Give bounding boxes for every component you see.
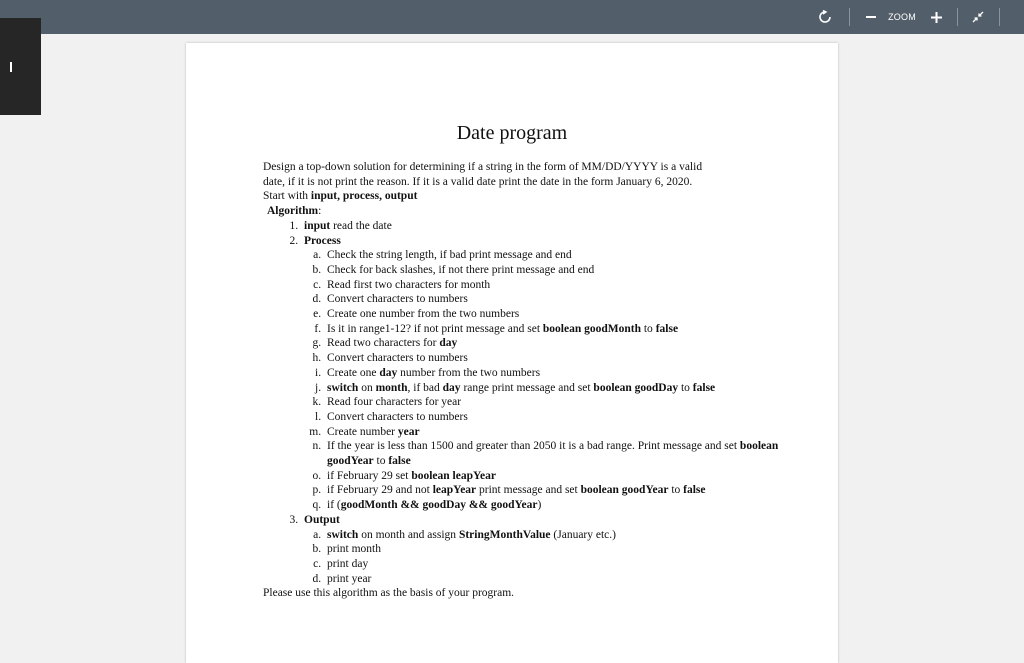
- start-bold: input, process, output: [310, 190, 418, 203]
- toolbar-separator: [999, 8, 1000, 26]
- list-item: [324, 425, 783, 440]
- item-text: to: [668, 484, 684, 497]
- list-item: [324, 498, 783, 513]
- item-text: to: [640, 322, 656, 335]
- reset-icon: [818, 10, 832, 24]
- list-item: d. Convert characters to numbers: [324, 292, 783, 307]
- item-bold: false: [388, 455, 411, 468]
- collapse-icon: [972, 11, 984, 23]
- item-bold: boolean goodDay: [593, 381, 679, 394]
- item-bold: boolean goodMonth: [542, 322, 641, 335]
- list-item: [324, 439, 783, 468]
- item-bold: false: [692, 381, 716, 394]
- list-item: a. Check the string length, if bad print message and end: [324, 248, 783, 263]
- list-item: c. print day: [324, 557, 783, 572]
- item-text: on: [358, 381, 376, 394]
- zoom-in-icon: [931, 12, 942, 23]
- algorithm-heading-text: Algorithm: [267, 205, 319, 218]
- list-item: b. print month: [324, 542, 783, 557]
- intro-line: Design a top-down solution for determining if a string in the form of MM/DD/YYYY is a valid: [263, 161, 703, 173]
- list-item: k. Read four characters for year: [324, 395, 783, 410]
- item-bold: day: [379, 366, 398, 379]
- start-prefix: Start with: [263, 190, 311, 203]
- item-text: to: [678, 381, 693, 394]
- item-bold: false: [655, 322, 679, 335]
- item-text: if February 29 set: [327, 469, 412, 482]
- step-text: read the date: [330, 219, 392, 232]
- list-item: h. Convert characters to numbers: [324, 351, 783, 366]
- item-text: if (: [327, 499, 341, 512]
- algorithm-steps: [263, 219, 783, 587]
- item-bold: boolean leapYear: [411, 469, 496, 482]
- reset-rotation-button[interactable]: [814, 0, 836, 34]
- zoom-label: ZOOM: [888, 12, 916, 22]
- list-item: b. Check for back slashes, if not there print message and end: [324, 263, 783, 278]
- step-bold: input: [304, 219, 331, 232]
- item-text: Read two characters for: [327, 337, 440, 350]
- step-label: Process: [304, 234, 341, 247]
- item-text: number from the two numbers: [397, 366, 541, 379]
- step-process: [301, 234, 783, 513]
- item-text: ): [537, 499, 542, 512]
- zoom-out-button[interactable]: [861, 0, 881, 34]
- list-item: [324, 469, 783, 484]
- toolbar-separator: [957, 8, 958, 26]
- viewer-toolbar: [0, 0, 1024, 34]
- step-label: Output: [304, 513, 340, 526]
- item-bold: switch: [327, 381, 359, 394]
- algorithm-colon: :: [318, 205, 322, 218]
- process-substeps: [304, 248, 783, 513]
- algorithm-heading: [263, 204, 783, 219]
- item-bold: false: [683, 484, 706, 497]
- list-item: [324, 322, 783, 337]
- item-text: If the year is less than 1500 and greater than 2050 it is a bad range. Print message and set: [327, 440, 740, 453]
- output-substeps: [304, 528, 783, 587]
- step-output: [301, 513, 783, 587]
- list-item: [324, 336, 783, 351]
- item-bold: month: [375, 381, 408, 394]
- item-text: (January etc.): [550, 528, 616, 541]
- item-text: print message and set: [476, 484, 581, 497]
- item-text: on month and assign: [358, 528, 459, 541]
- list-item: [324, 528, 783, 543]
- item-bold: switch: [327, 528, 359, 541]
- item-bold: day: [442, 381, 461, 394]
- panel-handle[interactable]: [10, 62, 12, 72]
- document-body: [263, 160, 783, 601]
- zoom-in-button[interactable]: [926, 0, 946, 34]
- collapse-button[interactable]: [966, 0, 990, 34]
- item-text: range print message and set: [460, 381, 594, 394]
- list-item: c. Read first two characters for month: [324, 278, 783, 293]
- item-bold: StringMonthValue: [458, 528, 551, 541]
- start-line: [263, 189, 783, 204]
- item-bold: boolean goodYear: [327, 440, 779, 468]
- side-panel[interactable]: [0, 18, 41, 115]
- intro-line: date, if it is not print the reason. If it is a valid date print the date in the form January 6, 2020.: [263, 175, 693, 188]
- item-text: , if bad: [407, 381, 443, 394]
- item-bold: goodMonth && goodDay && goodYear: [340, 499, 538, 512]
- item-bold: year: [397, 425, 420, 438]
- list-item: l. Convert characters to numbers: [324, 410, 783, 425]
- item-text: to: [373, 455, 389, 468]
- list-item: d. print year: [324, 572, 783, 587]
- list-item: [324, 366, 783, 381]
- item-bold: leapYear: [432, 484, 477, 497]
- item-text: Create one: [327, 366, 380, 379]
- item-text: Create number: [327, 425, 398, 438]
- zoom-out-icon: [866, 12, 876, 22]
- item-text: if February 29 and not: [327, 484, 433, 497]
- item-bold: day: [439, 337, 458, 350]
- list-item: [324, 381, 783, 396]
- step-input: [301, 219, 783, 234]
- toolbar-separator: [849, 8, 850, 26]
- list-item: e. Create one number from the two numbers: [324, 307, 783, 322]
- item-bold: boolean goodYear: [580, 484, 669, 497]
- item-text: Is it in range1-12? if not print message and set: [327, 322, 543, 335]
- document-title: Date program: [456, 122, 568, 144]
- list-item: [324, 483, 783, 498]
- closing-line: Please use this algorithm as the basis of your program.: [263, 587, 515, 600]
